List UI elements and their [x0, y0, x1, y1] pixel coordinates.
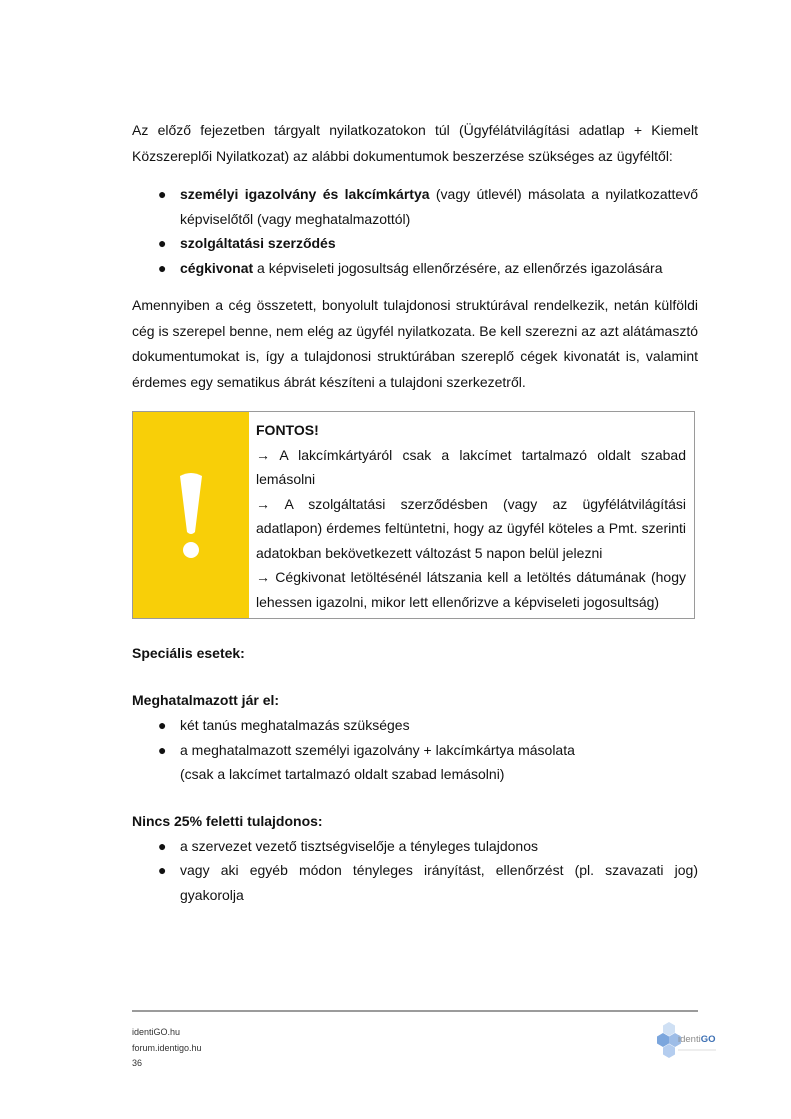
list-item-text: vagy aki egyéb módon tényleges irányítást, ellenőrzést (pl. szavazati jog) gyakorolja — [180, 862, 698, 903]
bullet-icon: ● — [158, 259, 167, 276]
footer-forum-link[interactable]: forum.identigo.hu — [132, 1042, 202, 1053]
proxy-heading: Meghatalmazott jár el: — [132, 692, 280, 708]
important-callout — [132, 411, 695, 619]
special-cases-heading: Speciális esetek: — [132, 645, 245, 661]
exclamation-icon — [177, 472, 205, 560]
list-item-note: (csak a lakcímet tartalmazó oldalt szabad lemásolni) — [180, 766, 505, 782]
logo-wordmark — [678, 1034, 716, 1045]
callout-accent — [133, 412, 249, 618]
list-item-bold: személyi igazolvány és lakcímkártya — [180, 186, 430, 202]
no-owner-heading: Nincs 25% feletti tulajdonos: — [132, 812, 323, 829]
page-content — [132, 118, 698, 907]
logo-suffix: GO — [700, 1034, 716, 1045]
list-item-text: a képviseleti jogosultság ellenőrzésére, az ellenőrzés igazolására — [253, 259, 663, 276]
structure-paragraph: Amennyiben a cég összetett, bonyolult tulajdonosi struktúrával rendelkezik, netán külföldi cég is szerepel benne, nem elég az ügyfél nyilatkozata. Be kell szerezni az azt alátámasztó dokumentumokat is, így a tulajdonosi struktúrában szereplő cégek kivonatát is, valamint érdemes egy sematikus ábrát készíteni a tulajdoni szerkezetről. — [132, 297, 698, 390]
list-item-text: (vagy útlevél) másolata a nyilatkozattevő képviselőtől (vagy meghatalmazottól) — [180, 186, 698, 227]
list-item — [132, 834, 698, 859]
callout-title: FONTOS! — [256, 422, 319, 438]
bullet-icon: ● — [158, 235, 167, 251]
bullet-icon: ● — [158, 862, 167, 878]
callout-item: → A lakcímkártyáról csak a lakcímet tartalmazó oldalt szabad lemásolni — [256, 446, 686, 487]
list-item-bold: szolgáltatási szerződés — [180, 235, 336, 251]
document-list — [132, 182, 698, 280]
footer-divider — [132, 1010, 698, 1012]
footer — [132, 1025, 202, 1072]
list-item — [132, 231, 698, 256]
list-item — [132, 713, 698, 738]
no-owner-list — [132, 834, 698, 908]
bullet-icon: ● — [158, 186, 167, 202]
proxy-list — [132, 713, 698, 787]
list-item-text: a meghatalmazott személyi igazolvány + lakcímkártya másolata — [180, 741, 575, 758]
callout-body — [249, 412, 694, 618]
list-item — [132, 182, 698, 231]
callout-item: → Cégkivonat letöltésénél látszania kell a letöltés dátumának (hogy lehessen igazolni, mikor lett ellenőrizve a képviseleti jogosultság) — [256, 569, 686, 610]
bullet-icon: ● — [158, 741, 167, 758]
intro-paragraph: Az előző fejezetben tárgyalt nyilatkozatokon túl (Ügyfélátvilágítási adatlap + Kiemelt Közszereplői Nyilatkozat) az alábbi dokumentumok beszerzése szükséges az ügyféltől: — [132, 122, 698, 164]
list-item-text: két tanús meghatalmazás szükséges — [180, 717, 410, 733]
list-item — [132, 858, 698, 907]
list-item — [132, 256, 698, 281]
list-item-bold: cégkivonat — [180, 259, 254, 276]
logo-prefix: identi — [678, 1034, 701, 1045]
bullet-icon: ● — [158, 837, 167, 854]
bullet-icon: ● — [158, 717, 167, 733]
callout-item: → A szolgáltatási szerződésben (vagy az ügyfélátvilágítási adatlapon) érdemes feltüntetni, hogy az ügyfél köteles a Pmt. szerinti adatokban bekövetkezett változást 5 napon belül jelezni — [256, 495, 686, 561]
footer-site-link[interactable]: identiGO.hu — [132, 1027, 181, 1037]
list-item-text: a szervezet vezető tisztségviselője a tényleges tulajdonos — [180, 837, 538, 854]
list-item — [132, 738, 698, 787]
page-number: 36 — [132, 1058, 143, 1068]
